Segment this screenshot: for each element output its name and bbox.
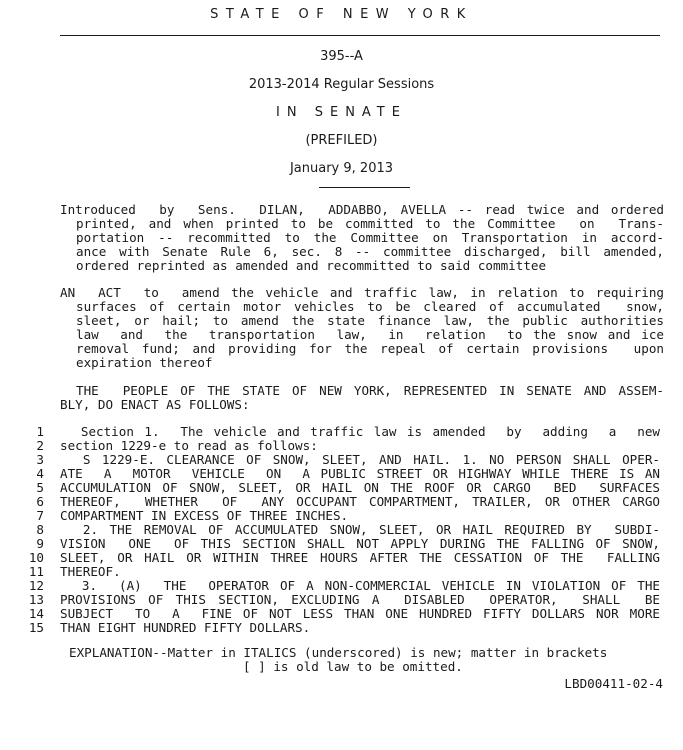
line-number: 5 (36, 480, 44, 495)
bill-text-line (0, 593, 683, 607)
date-rule (319, 187, 410, 188)
line-number: 6 (36, 494, 44, 509)
line-number: 11 (28, 564, 44, 579)
introduction-line: Introduced by Sens. DILAN, ADDABBO, AVELLA -- read twice and ordered (60, 202, 664, 217)
line-text: 2. THE REMOVAL OF ACCUMULATED SNOW, SLEET, OR HAIL REQUIRED BY SUBDI- (60, 522, 660, 537)
bill-text-line (0, 565, 683, 579)
line-text: VISION ONE OF THIS SECTION SHALL NOT APPLY DURING THE FALLING OF SNOW, (60, 536, 660, 551)
prefiled-line: (PREFILED) (305, 133, 378, 148)
line-text: SLEET, OR HAIL OR WITHIN THREE HOURS AFTER THE CESSATION OF THE FALLING (60, 550, 660, 565)
state-title: STATE OF NEW YORK (210, 7, 473, 22)
line-text: ACCUMULATION OF SNOW, SLEET, OR HAIL ON THE ROOF OR CARGO BED SURFACES (60, 480, 660, 495)
line-text: THAN EIGHT HUNDRED FIFTY DOLLARS. (60, 620, 311, 635)
act-line: surfaces of certain motor vehicles to be cleared of accumulated snow, (76, 299, 664, 314)
bill-text-line (0, 509, 683, 523)
chamber-line: IN SENATE (276, 105, 407, 120)
line-number: 15 (28, 620, 44, 635)
bill-text-line (0, 481, 683, 495)
bill-text-line (0, 607, 683, 621)
bill-text-line (0, 467, 683, 481)
line-text: SUBJECT TO A FINE OF NOT LESS THAN ONE HUNDRED FIFTY DOLLARS NOR MORE (60, 606, 660, 621)
bill-text-line (0, 425, 683, 439)
bill-text-line (0, 537, 683, 551)
line-text: THEREOF, WHETHER OF ANY OCCUPANT COMPARTMENT, TRAILER, OR OTHER CARGO (60, 494, 660, 509)
enacting-line: BLY, DO ENACT AS FOLLOWS: (60, 397, 250, 412)
bill-text-line (0, 621, 683, 635)
line-number: 9 (36, 536, 44, 551)
act-line: sleet, or hail; to amend the state finance law, the public authorities (76, 313, 664, 328)
introduction-line: portation -- recommitted to the Committee on Transportation in accord- (76, 230, 664, 245)
line-number: 3 (36, 452, 44, 467)
line-text: S 1229-E. CLEARANCE OF SNOW, SLEET, AND HAIL. 1. NO PERSON SHALL OPER- (60, 452, 660, 467)
act-title-block (60, 286, 664, 370)
date-line: January 9, 2013 (289, 161, 394, 176)
introduction-line: printed, and when printed to be committed to the Committee on Trans- (76, 216, 664, 231)
line-text: COMPARTMENT IN EXCESS OF THREE INCHES. (60, 508, 349, 523)
line-number: 10 (28, 550, 44, 565)
act-line: removal fund; and providing for the repeal of certain provisions upon (76, 341, 664, 356)
bill-text (0, 425, 683, 635)
line-number: 4 (36, 466, 44, 481)
session-line: 2013-2014 Regular Sessions (248, 77, 435, 92)
line-number: 12 (28, 578, 44, 593)
header-rule (60, 35, 660, 36)
explanation-line-1: EXPLANATION--Matter in ITALICS (underscored) is new; matter in brackets (69, 645, 608, 660)
bill-text-line (0, 551, 683, 565)
line-text: ATE A MOTOR VEHICLE ON A PUBLIC STREET OR HIGHWAY WHILE THERE IS AN (60, 466, 660, 481)
explanation-line-2: [ ] is old law to be omitted. (243, 659, 463, 674)
line-number: 1 (36, 424, 44, 439)
introduction-line: ordered reprinted as amended and recommitted to said committee (76, 258, 547, 273)
act-line: expiration thereof (76, 355, 213, 370)
line-text: THEREOF. (60, 564, 121, 579)
bill-text-line (0, 453, 683, 467)
enacting-line: THE PEOPLE OF THE STATE OF NEW YORK, REPRESENTED IN SENATE AND ASSEM- (76, 383, 664, 398)
bill-text-line (0, 579, 683, 593)
introduction-block (60, 203, 664, 273)
line-text: 3. (A) THE OPERATOR OF A NON-COMMERCIAL VEHICLE IN VIOLATION OF THE (60, 578, 660, 593)
bill-text-line (0, 523, 683, 537)
document-id: LBD00411-02-4 (564, 676, 663, 691)
line-number: 13 (28, 592, 44, 607)
bill-text-line (0, 495, 683, 509)
line-text: PROVISIONS OF THIS SECTION, EXCLUDING A DISABLED OPERATOR, SHALL BE (60, 592, 660, 607)
line-text: Section 1. The vehicle and traffic law is amended by adding a new (60, 424, 660, 439)
line-number: 7 (36, 508, 44, 523)
bill-text-line (0, 439, 683, 453)
line-text: section 1229-e to read as follows: (60, 438, 318, 453)
line-number: 14 (28, 606, 44, 621)
introduction-line: ance with Senate Rule 6, sec. 8 -- committee discharged, bill amended, (76, 244, 664, 259)
line-number: 8 (36, 522, 44, 537)
bill-number: 395--A (320, 49, 363, 64)
explanation-note (60, 646, 660, 674)
enacting-clause (60, 384, 664, 412)
line-number: 2 (36, 438, 44, 453)
act-line: AN ACT to amend the vehicle and traffic law, in relation to requiring (60, 285, 664, 300)
act-line: law and the transportation law, in relation to the snow and ice (76, 327, 664, 342)
